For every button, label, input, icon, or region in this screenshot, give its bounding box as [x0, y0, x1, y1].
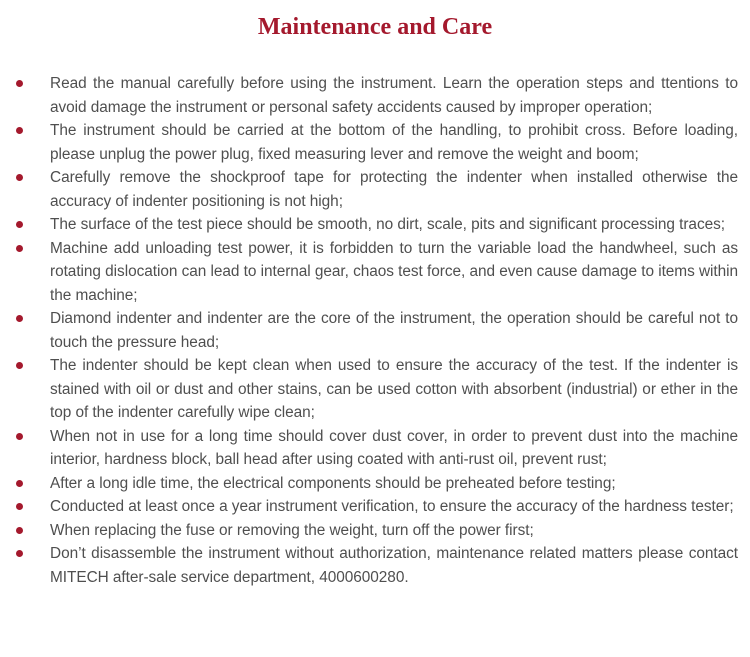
list-item: [12, 542, 738, 589]
bullet-dot-icon: [16, 127, 23, 134]
list-item-text: Machine add unloading test power, it is forbidden to turn the variable load the handwheel, such as rotating dislocation can lead to internal gear, chaos test force, and even cause damage to items within the machine;: [50, 239, 738, 304]
list-item: [12, 213, 738, 237]
list-item: [12, 307, 738, 354]
list-item-text: Don’t disassemble the instrument without authorization, maintenance related matters please contact MITECH after-sale service department, 4000600280.: [50, 545, 738, 586]
bullet-dot-icon: [16, 503, 23, 510]
list-item: [12, 237, 738, 308]
bullet-dot-icon: [16, 245, 23, 252]
list-item-text: The instrument should be carried at the bottom of the handling, to prohibit cross. Before loading, please unplug the power plug, fixed measuring lever and remove the weight and boom;: [50, 122, 738, 163]
list-item: [12, 166, 738, 213]
bullet-dot-icon: [16, 550, 23, 557]
list-item-text: When replacing the fuse or removing the weight, turn off the power first;: [50, 521, 534, 539]
maintenance-list: [12, 72, 738, 589]
list-item-text: Conducted at least once a year instrument verification, to ensure the accuracy of the hardness tester;: [50, 498, 734, 515]
list-item: [12, 519, 738, 543]
bullet-dot-icon: [16, 527, 23, 534]
list-item-text: Read the manual carefully before using the instrument. Learn the operation steps and ttentions to avoid damage the instrument or personal safety accidents caused by improper operation;: [50, 75, 738, 116]
list-item-text: The indenter should be kept clean when used to ensure the accuracy of the test. If the indenter is stained with oil or dust and other stains, can be used cotton with absorbent (industrial) or ether in the top of the indenter carefully wipe clean;: [50, 357, 738, 421]
bullet-dot-icon: [16, 80, 23, 87]
page-title: Maintenance and Care: [257, 14, 493, 40]
list-item: [12, 472, 738, 496]
list-item: [12, 354, 738, 425]
list-item-text: When not in use for a long time should cover dust cover, in order to prevent dust into the machine interior, hardness block, ball head after using coated with anti-rust oil, prevent rust;: [50, 427, 738, 468]
list-item-text: Carefully remove the shockproof tape for protecting the indenter when installed otherwise the accuracy of indenter positioning is not high;: [50, 169, 738, 210]
bullet-dot-icon: [16, 221, 23, 228]
list-item-text: The surface of the test piece should be smooth, no dirt, scale, pits and significant processing traces;: [50, 216, 725, 233]
list-item-text: After a long idle time, the electrical components should be preheated before testing;: [50, 474, 616, 492]
bullet-dot-icon: [16, 480, 23, 487]
list-item: [12, 425, 738, 472]
bullet-dot-icon: [16, 174, 23, 181]
bullet-dot-icon: [16, 362, 23, 369]
list-item: [12, 72, 738, 119]
list-item-text: Diamond indenter and indenter are the core of the instrument, the operation should be careful not to touch the pressure head;: [50, 310, 738, 351]
list-item: [12, 495, 738, 519]
bullet-dot-icon: [16, 433, 23, 440]
bullet-dot-icon: [16, 315, 23, 322]
list-item: [12, 119, 738, 166]
